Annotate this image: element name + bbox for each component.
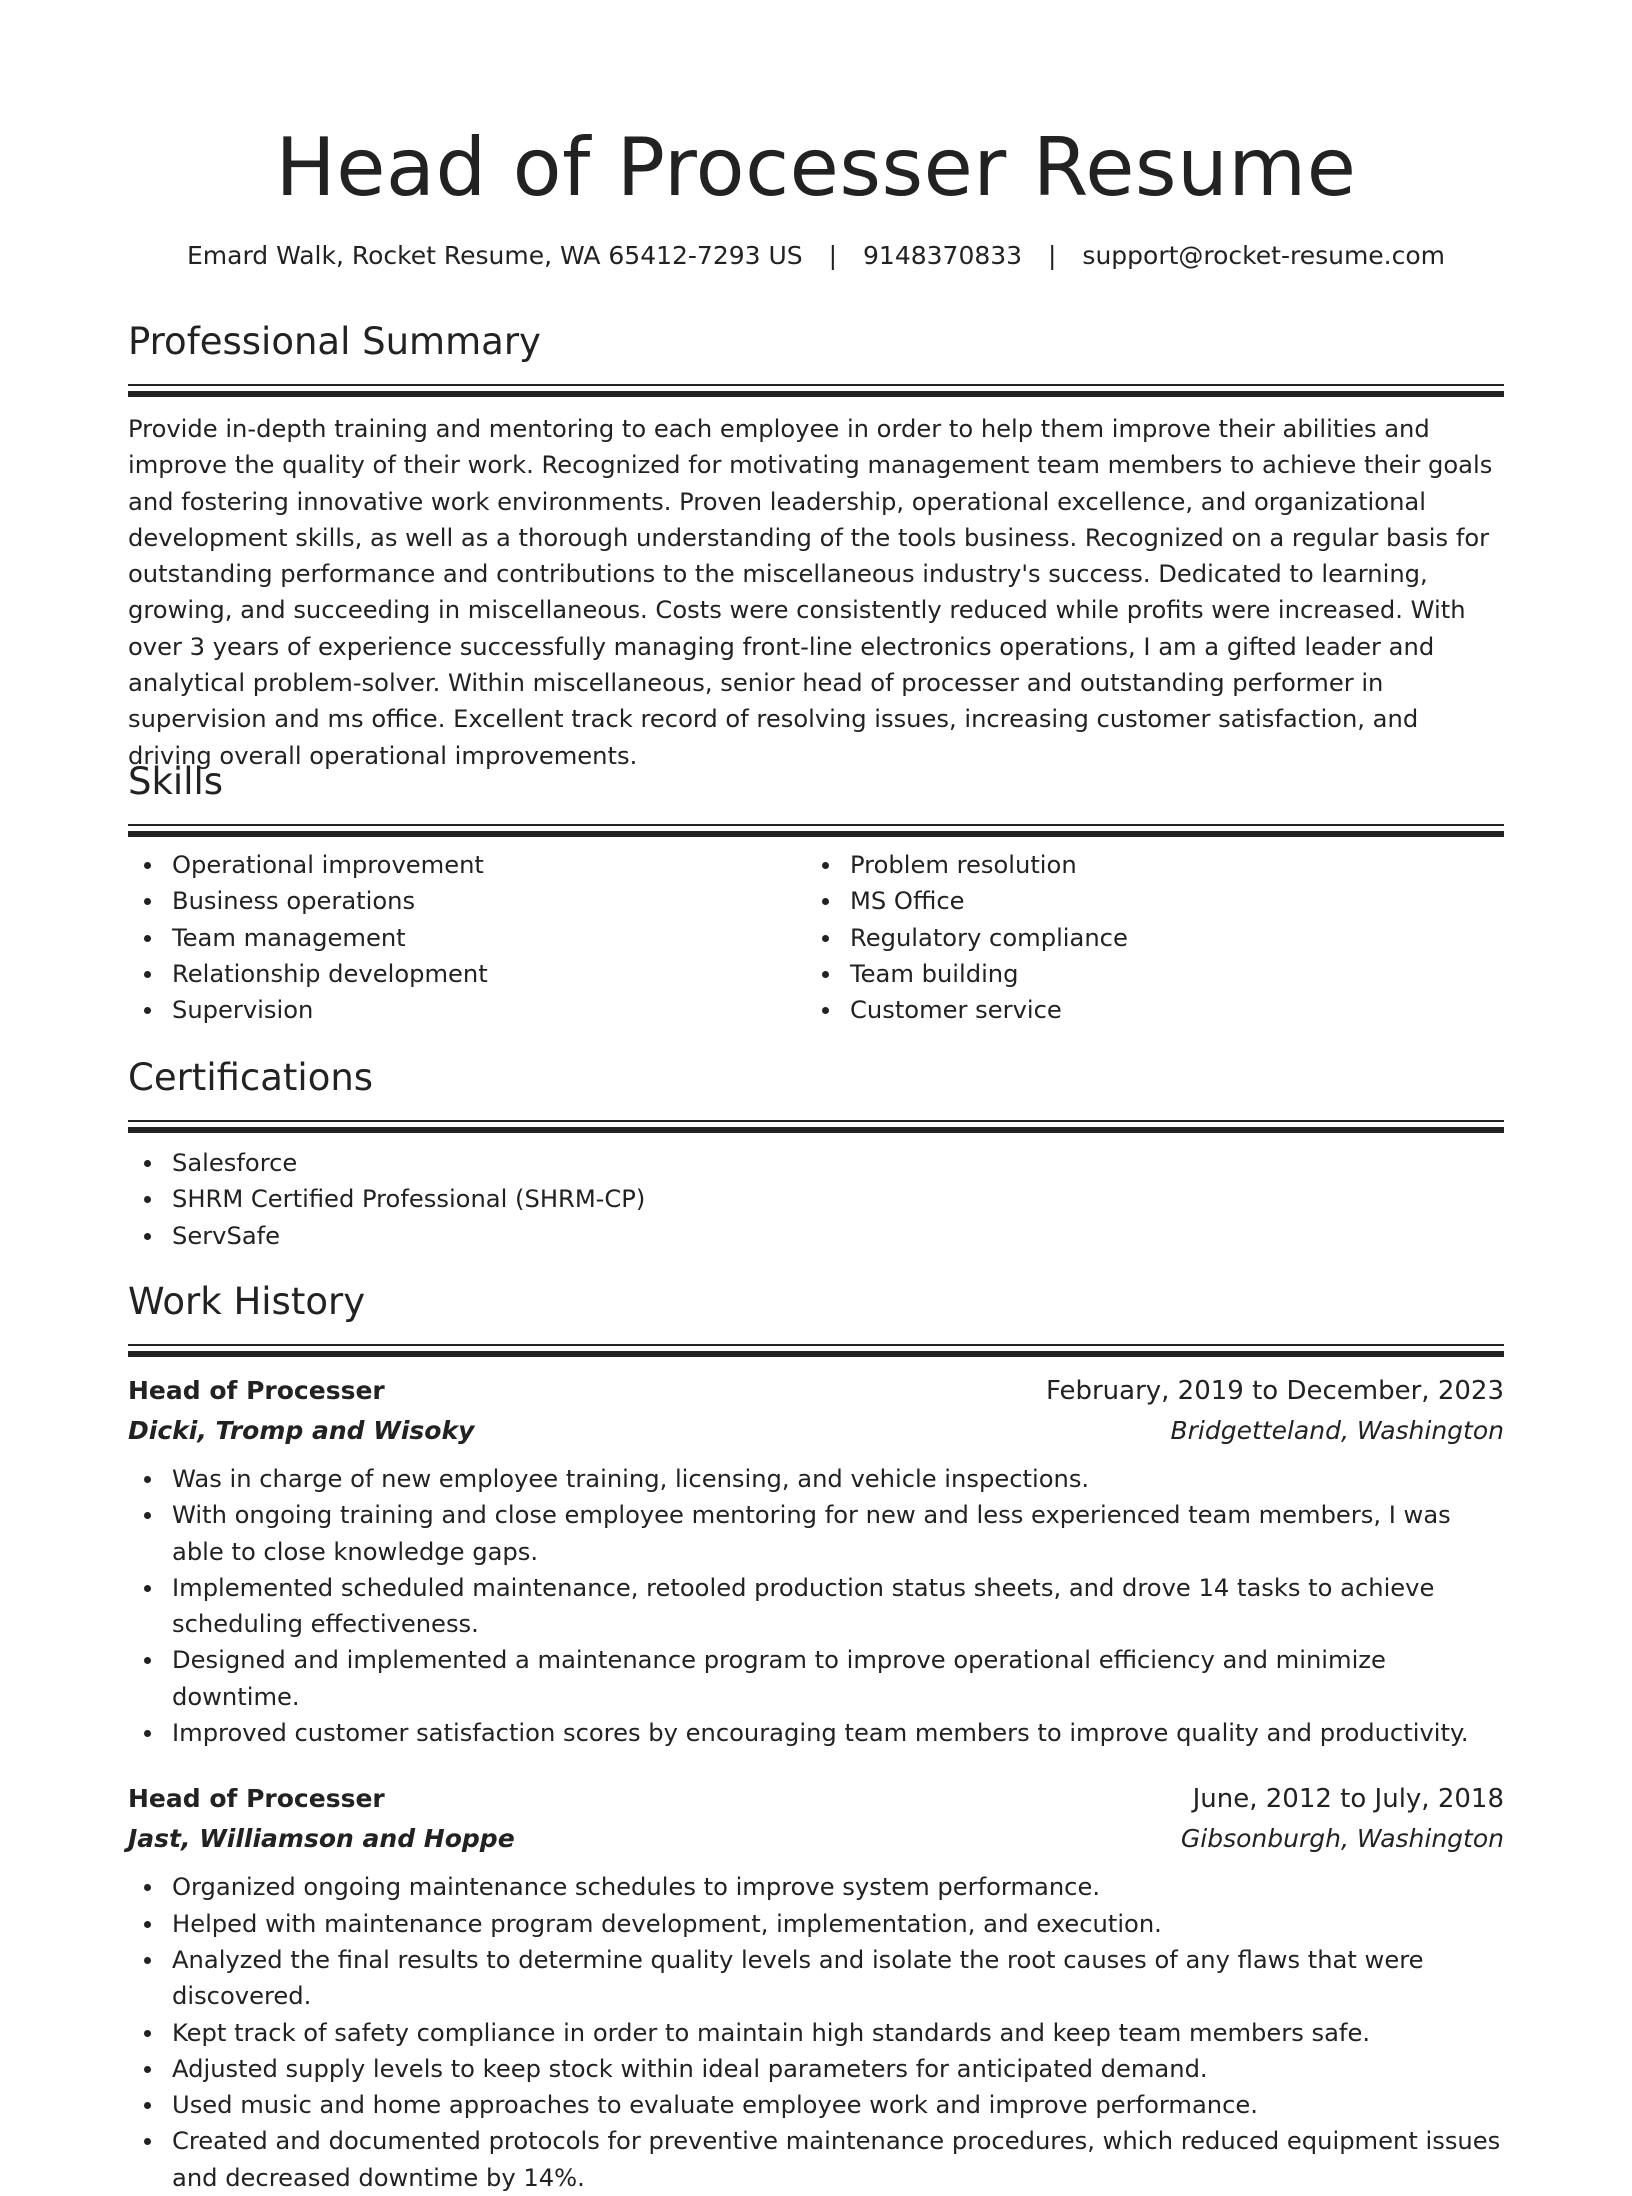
skill-item: Business operations (128, 883, 806, 919)
job-bullet: Implemented scheduled maintenance, retooled production status sheets, and drove 14 tasks to achieve scheduling effectiveness. (128, 1570, 1504, 1643)
skill-item: Problem resolution (806, 847, 1484, 883)
job-bullet: Improved customer satisfaction scores by encouraging team members to improve quality and productivity. (128, 1715, 1504, 1751)
job-bullets (128, 1869, 1504, 2196)
job-company: Jast, Williamson and Hoppe (128, 1824, 515, 1854)
certifications-list (128, 1145, 1504, 1254)
skill-item: Relationship development (128, 956, 806, 992)
contact-separator: | (1048, 241, 1057, 270)
section-divider (128, 384, 1504, 397)
skill-item: Team building (806, 956, 1484, 992)
job-header-row (128, 1779, 1504, 1819)
certification-item: Salesforce (128, 1145, 1504, 1181)
job-company: Dicki, Tromp and Wisoky (128, 1416, 475, 1445)
work-history-heading: Work History (128, 1280, 366, 1323)
section-divider (128, 1120, 1504, 1133)
skill-item: Customer service (806, 992, 1484, 1028)
contact-line (128, 238, 1504, 274)
summary-section (128, 316, 1504, 774)
job-bullet: Used music and home approaches to evaluate employee work and improve performance. (128, 2087, 1504, 2123)
job-bullet: Kept track of safety compliance in order to maintain high standards and keep team members safe. (128, 2015, 1504, 2051)
contact-separator: | (828, 241, 838, 270)
job-dates: February, 2019 to December, 2023 (1045, 1376, 1504, 1406)
skill-item: Supervision (128, 992, 806, 1028)
job-entry (128, 1371, 1504, 1751)
resume-title: Head of Processer Resume (275, 121, 1357, 214)
job-bullet: Organized ongoing maintenance schedules to improve system performance. (128, 1869, 1504, 1905)
job-bullet: With ongoing training and close employee mentoring for new and less experienced team members, I was able to close knowledge gaps. (128, 1497, 1504, 1570)
job-bullet: Analyzed the final results to determine quality levels and isolate the root causes of any flaws that were discovered. (128, 1942, 1504, 2015)
skills-list-right (806, 847, 1484, 1028)
section-divider (128, 824, 1504, 837)
skill-item: Team management (128, 920, 806, 956)
job-bullet: Adjusted supply levels to keep stock within ideal parameters for anticipated demand. (128, 2051, 1504, 2087)
job-bullet: Was in charge of new employee training, licensing, and vehicle inspections. (128, 1461, 1504, 1497)
job-company-row (128, 1819, 1504, 1859)
job-header-row (128, 1371, 1504, 1411)
summary-heading: Professional Summary (128, 320, 541, 363)
contact-email: support@rocket-resume.com (1082, 241, 1446, 270)
skills-heading: Skills (128, 760, 224, 803)
job-dates: June, 2012 to July, 2018 (1192, 1784, 1504, 1815)
job-title: Head of Processer (128, 1376, 385, 1405)
certification-item: SHRM Certified Professional (SHRM-CP) (128, 1181, 1504, 1217)
skill-item: MS Office (806, 883, 1484, 919)
skills-list-left (128, 847, 806, 1028)
job-location: Bridgetteland, Washington (1170, 1416, 1504, 1445)
job-entry (128, 1779, 1504, 2196)
certification-item: ServSafe (128, 1218, 1504, 1254)
job-bullet: Helped with maintenance program development, implementation, and execution. (128, 1906, 1504, 1942)
certifications-section (128, 1052, 1504, 1254)
contact-address: Emard Walk, Rocket Resume, WA 65412-7293 US (186, 241, 803, 270)
job-location: Gibsonburgh, Washington (1180, 1824, 1504, 1854)
skills-section (128, 756, 1504, 1028)
skills-columns (128, 847, 1504, 1028)
certifications-heading: Certifications (128, 1056, 374, 1099)
job-company-row (128, 1411, 1504, 1451)
skill-item: Operational improvement (128, 847, 806, 883)
job-bullets (128, 1461, 1504, 1751)
job-bullet: Designed and implemented a maintenance program to improve operational efficiency and minimize downtime. (128, 1642, 1504, 1715)
job-title: Head of Processer (128, 1784, 385, 1814)
work-history-section (128, 1276, 1504, 2196)
section-divider (128, 1344, 1504, 1357)
contact-phone: 9148370833 (863, 241, 1023, 270)
skill-item: Regulatory compliance (806, 920, 1484, 956)
job-bullet: Created and documented protocols for preventive maintenance procedures, which reduced equipment issues and decreased downtime by 14%. (128, 2123, 1504, 2196)
summary-text: Provide in-depth training and mentoring to each employee in order to help them improve their abilities and improve the quality of their work. Recognized for motivating management team members to achieve their goals and fostering innovative work environments. Proven leadership, operational excellence, and organizational development skills, as well as a thorough understanding of the tools business. Recognized on a regular basis for outstanding performance and contributions to the miscellaneous industry's success. Dedicated to learning, growing, and succeeding in miscellaneous. Costs were consistently reduced while profits were increased. With over 3 years of experience successfully managing front-line electronics operations, I am a gifted leader and analytical problem-solver. Within miscellaneous, senior head of processer and outstanding performer in supervision and ms office. Excellent track record of resolving issues, increasing customer satisfaction, and driving overall operational improvements. (128, 415, 1493, 770)
